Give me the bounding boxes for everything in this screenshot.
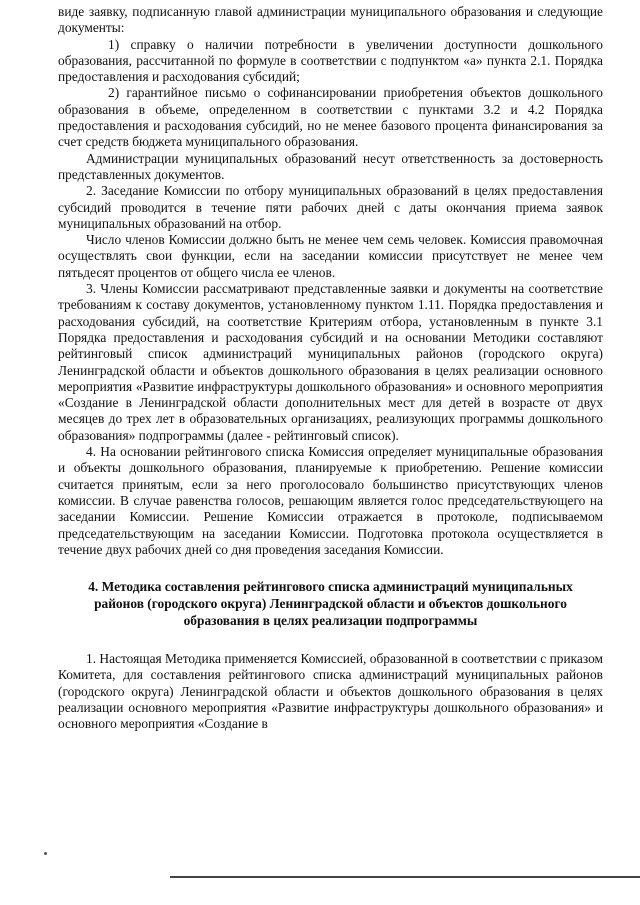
scan-dot [44,852,47,855]
paragraph-clause-3: 3. Члены Комиссии рассматривают представленные заявки и документы на соответствие требованиям к составу документов, установленному пунктом 1.11. Порядка предоставления и расходования субсидий, на соответствие Критериям отбора, установленным в пункте 3.1 Порядка предоставления и расходования субсидий и на основании Методики составляют рейтинговый список администраций муниципальных районов (городского округа) Ленинградской области и объектов дошкольного образования в целях реализации основного мероприятия «Развитие инфраструктуры дошкольного образования» и основного мероприятия «Создание в Ленинградской области дополнительных мест для детей в возрасте от двух месяцев до трех лет в образовательных организациях, реализующих программы дошкольного образования» подпрограммы (далее - рейтинговый список). [58,281,603,443]
paragraph-item-1: 1) справку о наличии потребности в увеличении доступности дошкольного образования, рассчитанной по формуле в соответствии с подпунктом «а» пункта 2.1. Порядка предоставления и расходования субсидий; [58,36,603,85]
section-heading: 4. Методика составления рейтингового списка администраций муниципальных районов (городского округа) Ленинградской области и объектов дошкольного образования в целях реализации подпрограммы [88,579,573,629]
paragraph-intro: виде заявку, подписанную главой администрации муниципального образования и следующие документы: [58,4,603,36]
paragraph-quorum: Число членов Комиссии должно быть не менее чем семь человек. Комиссия правомочная осуществлять свои функции, если на заседании комиссии присутствует не менее чем пятьдесят процентов от общего числа ее членов. [58,232,603,280]
paragraph-methodology-1: 1. Настоящая Методика применяется Комиссией, образованной в соответствии с приказом Комитета, для составления рейтингового списка администраций муниципальных районов (городского округа) Ленинградской области и объектов дошкольного образования в целях реализации основного мероприятия «Развитие инфраструктуры дошкольного образования» и основного мероприятия «Создание в [58,651,603,732]
paragraph-clause-2: 2. Заседание Комиссии по отбору муниципальных образований в целях предоставления субсидий проводится в течение пяти рабочих дней с даты окончания приема заявок муниципальных образований на отбор. [58,183,603,231]
paragraph-clause-4: 4. На основании рейтингового списка Комиссия определяет муниципальные образования и объекты дошкольного образования, планируемые к приобретению. Решение комиссии считается принятым, если за него проголосовало большинство присутствующих членов комиссии. В случае равенства голосов, решающим является голос председательствующего на заседании Комиссии. Решение Комиссии отражается в протоколе, подписываемом председательствующим на заседании Комиссии. Подготовка протокола осуществляется в течение двух рабочих дней со дня проведения заседания Комиссии. [58,444,603,557]
paragraph-item-2: 2) гарантийное письмо о софинансировании приобретения объектов дошкольного образования в объеме, определенном в соответствии с пунктами 3.2 и 4.2 Порядка предоставления и расходования субсидий, но не менее базового процента финансирования за счет средств бюджета муниципального образования. [58,85,603,150]
page-bottom-rule [170,876,640,878]
document-body [58,4,603,733]
paragraph-responsibility: Администрации муниципальных образований несут ответственность за достоверность представленных документов. [58,150,603,182]
